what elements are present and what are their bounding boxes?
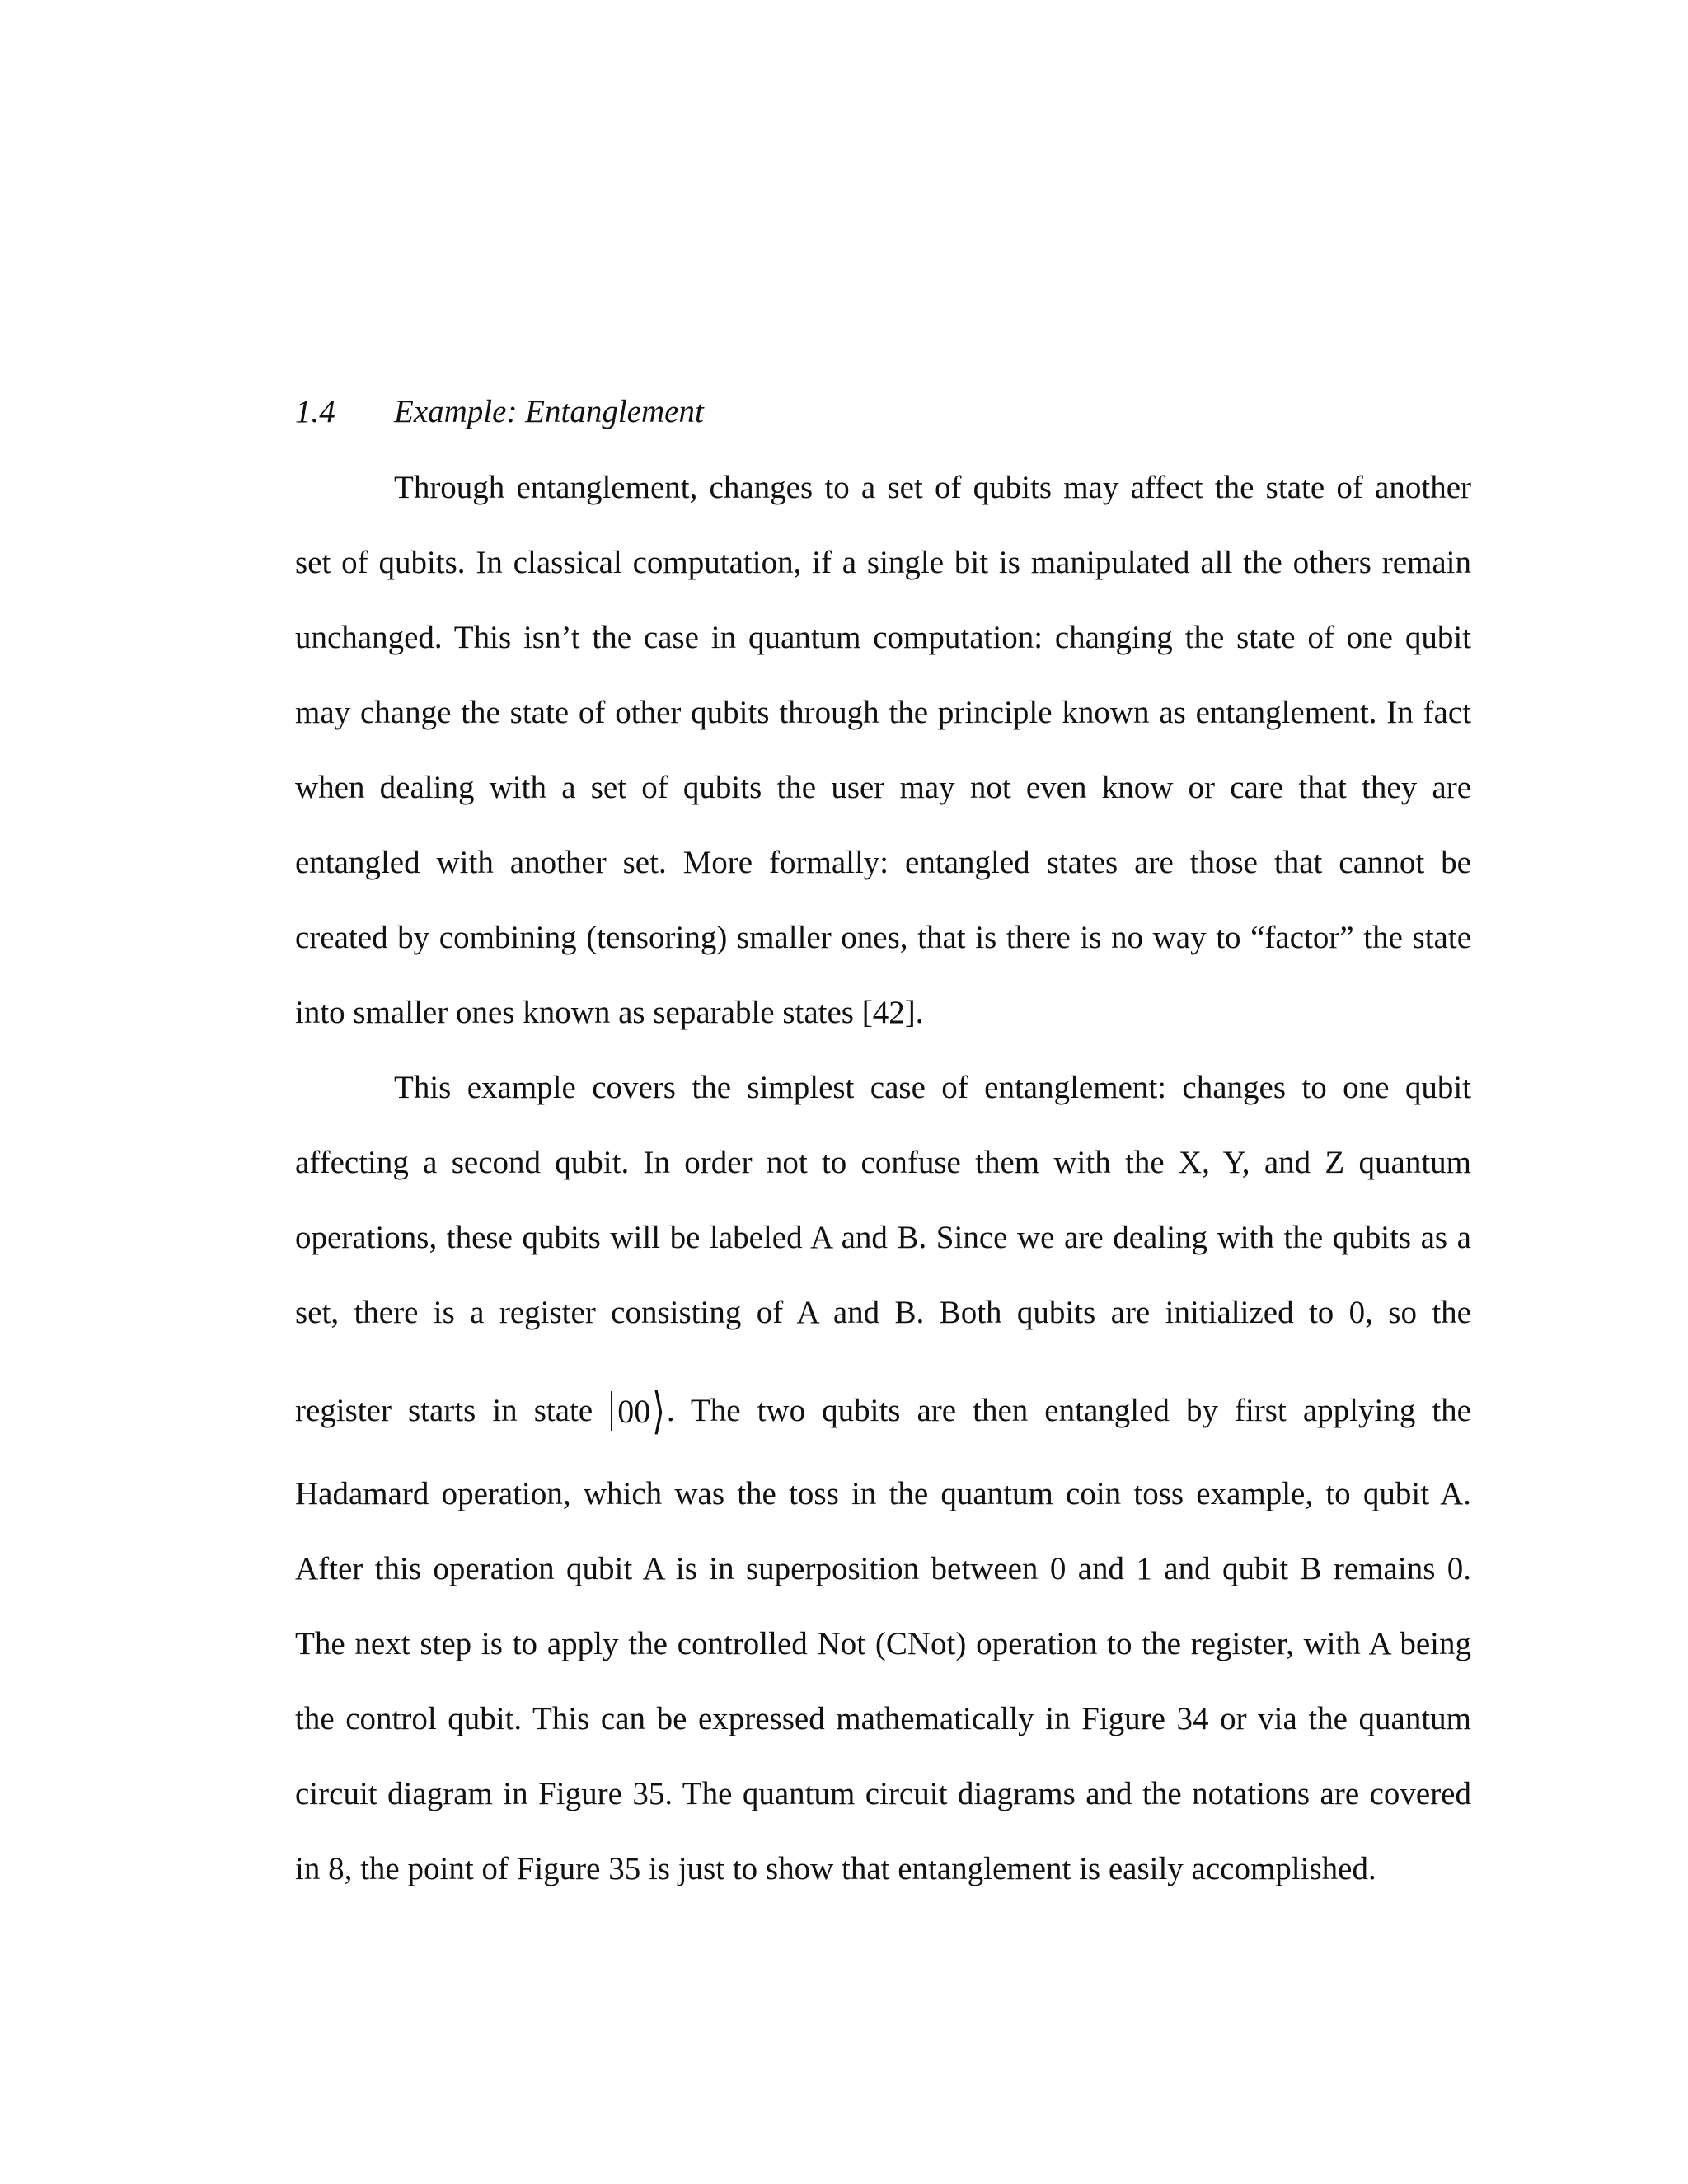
paragraph-1-line-5: when dealing with a set of qubits the user may not even know or care that they are: [295, 770, 1471, 805]
paragraph-1-line-2: set of qubits. In classical computation, if a single bit is manipulated all the others remain: [295, 545, 1471, 580]
ket-bar: [611, 1391, 612, 1431]
ket-line-before: register starts in state: [295, 1393, 593, 1428]
ket-line-after: . The two qubits are then entangled by first applying the: [666, 1393, 1471, 1428]
paragraph-2-line-10: circuit diagram in Figure 35. The quantum circuit diagrams and the notations are covered: [295, 1776, 1471, 1811]
paragraph-2-line-1: This example covers the simplest case of entanglement: changes to one qubit: [394, 1070, 1471, 1105]
paragraph-1-line-7: created by combining (tensoring) smaller ones, that is there is no way to “factor” the state: [295, 920, 1471, 955]
ket-angle: ⟩: [652, 1383, 665, 1439]
paragraph-2-line-8: The next step is to apply the controlled Not (CNot) operation to the register, with A being: [295, 1626, 1471, 1661]
ket-notation: [609, 1383, 667, 1439]
paragraph-2-line-6: Hadamard operation, which was the toss in the quantum coin toss example, to qubit A.: [295, 1476, 1471, 1511]
paragraph-2-ket-line: [295, 1383, 1471, 1439]
paragraph-1-line-6: entangled with another set. More formally: entangled states are those that cannot be: [295, 845, 1471, 880]
paragraph-2-line-2: affecting a second qubit. In order not to confuse them with the X, Y, and Z quantum: [295, 1145, 1471, 1180]
paragraph-1-line-1: Through entanglement, changes to a set of qubits may affect the state of another: [394, 470, 1471, 505]
paragraph-1-line-4: may change the state of other qubits through the principle known as entanglement. In fact: [295, 695, 1471, 730]
section-heading: [295, 387, 704, 437]
paragraph-2-line-7: After this operation qubit A is in superposition between 0 and 1 and qubit B remains 0.: [295, 1551, 1471, 1586]
section-number: 1.4: [295, 394, 335, 429]
paragraph-2-line-9: the control qubit. This can be expressed mathematically in Figure 34 or via the quantum: [295, 1701, 1471, 1736]
ket-value: 00: [617, 1393, 651, 1430]
paragraph-2-line-11: in 8, the point of Figure 35 is just to show that entanglement is easily accomplished.: [295, 1851, 1376, 1886]
paragraph-2-line-4: set, there is a register consisting of A and B. Both qubits are initialized to 0, so the: [295, 1295, 1471, 1330]
section-title: Example: Entanglement: [394, 394, 704, 429]
paragraph-1-line-8: into smaller ones known as separable states [42].: [295, 995, 924, 1030]
paragraph-2-line-3: operations, these qubits will be labeled A and B. Since we are dealing with the qubits as a: [295, 1220, 1471, 1255]
paragraph-1-line-3: unchanged. This isn’t the case in quantum computation: changing the state of one qubit: [295, 620, 1471, 655]
